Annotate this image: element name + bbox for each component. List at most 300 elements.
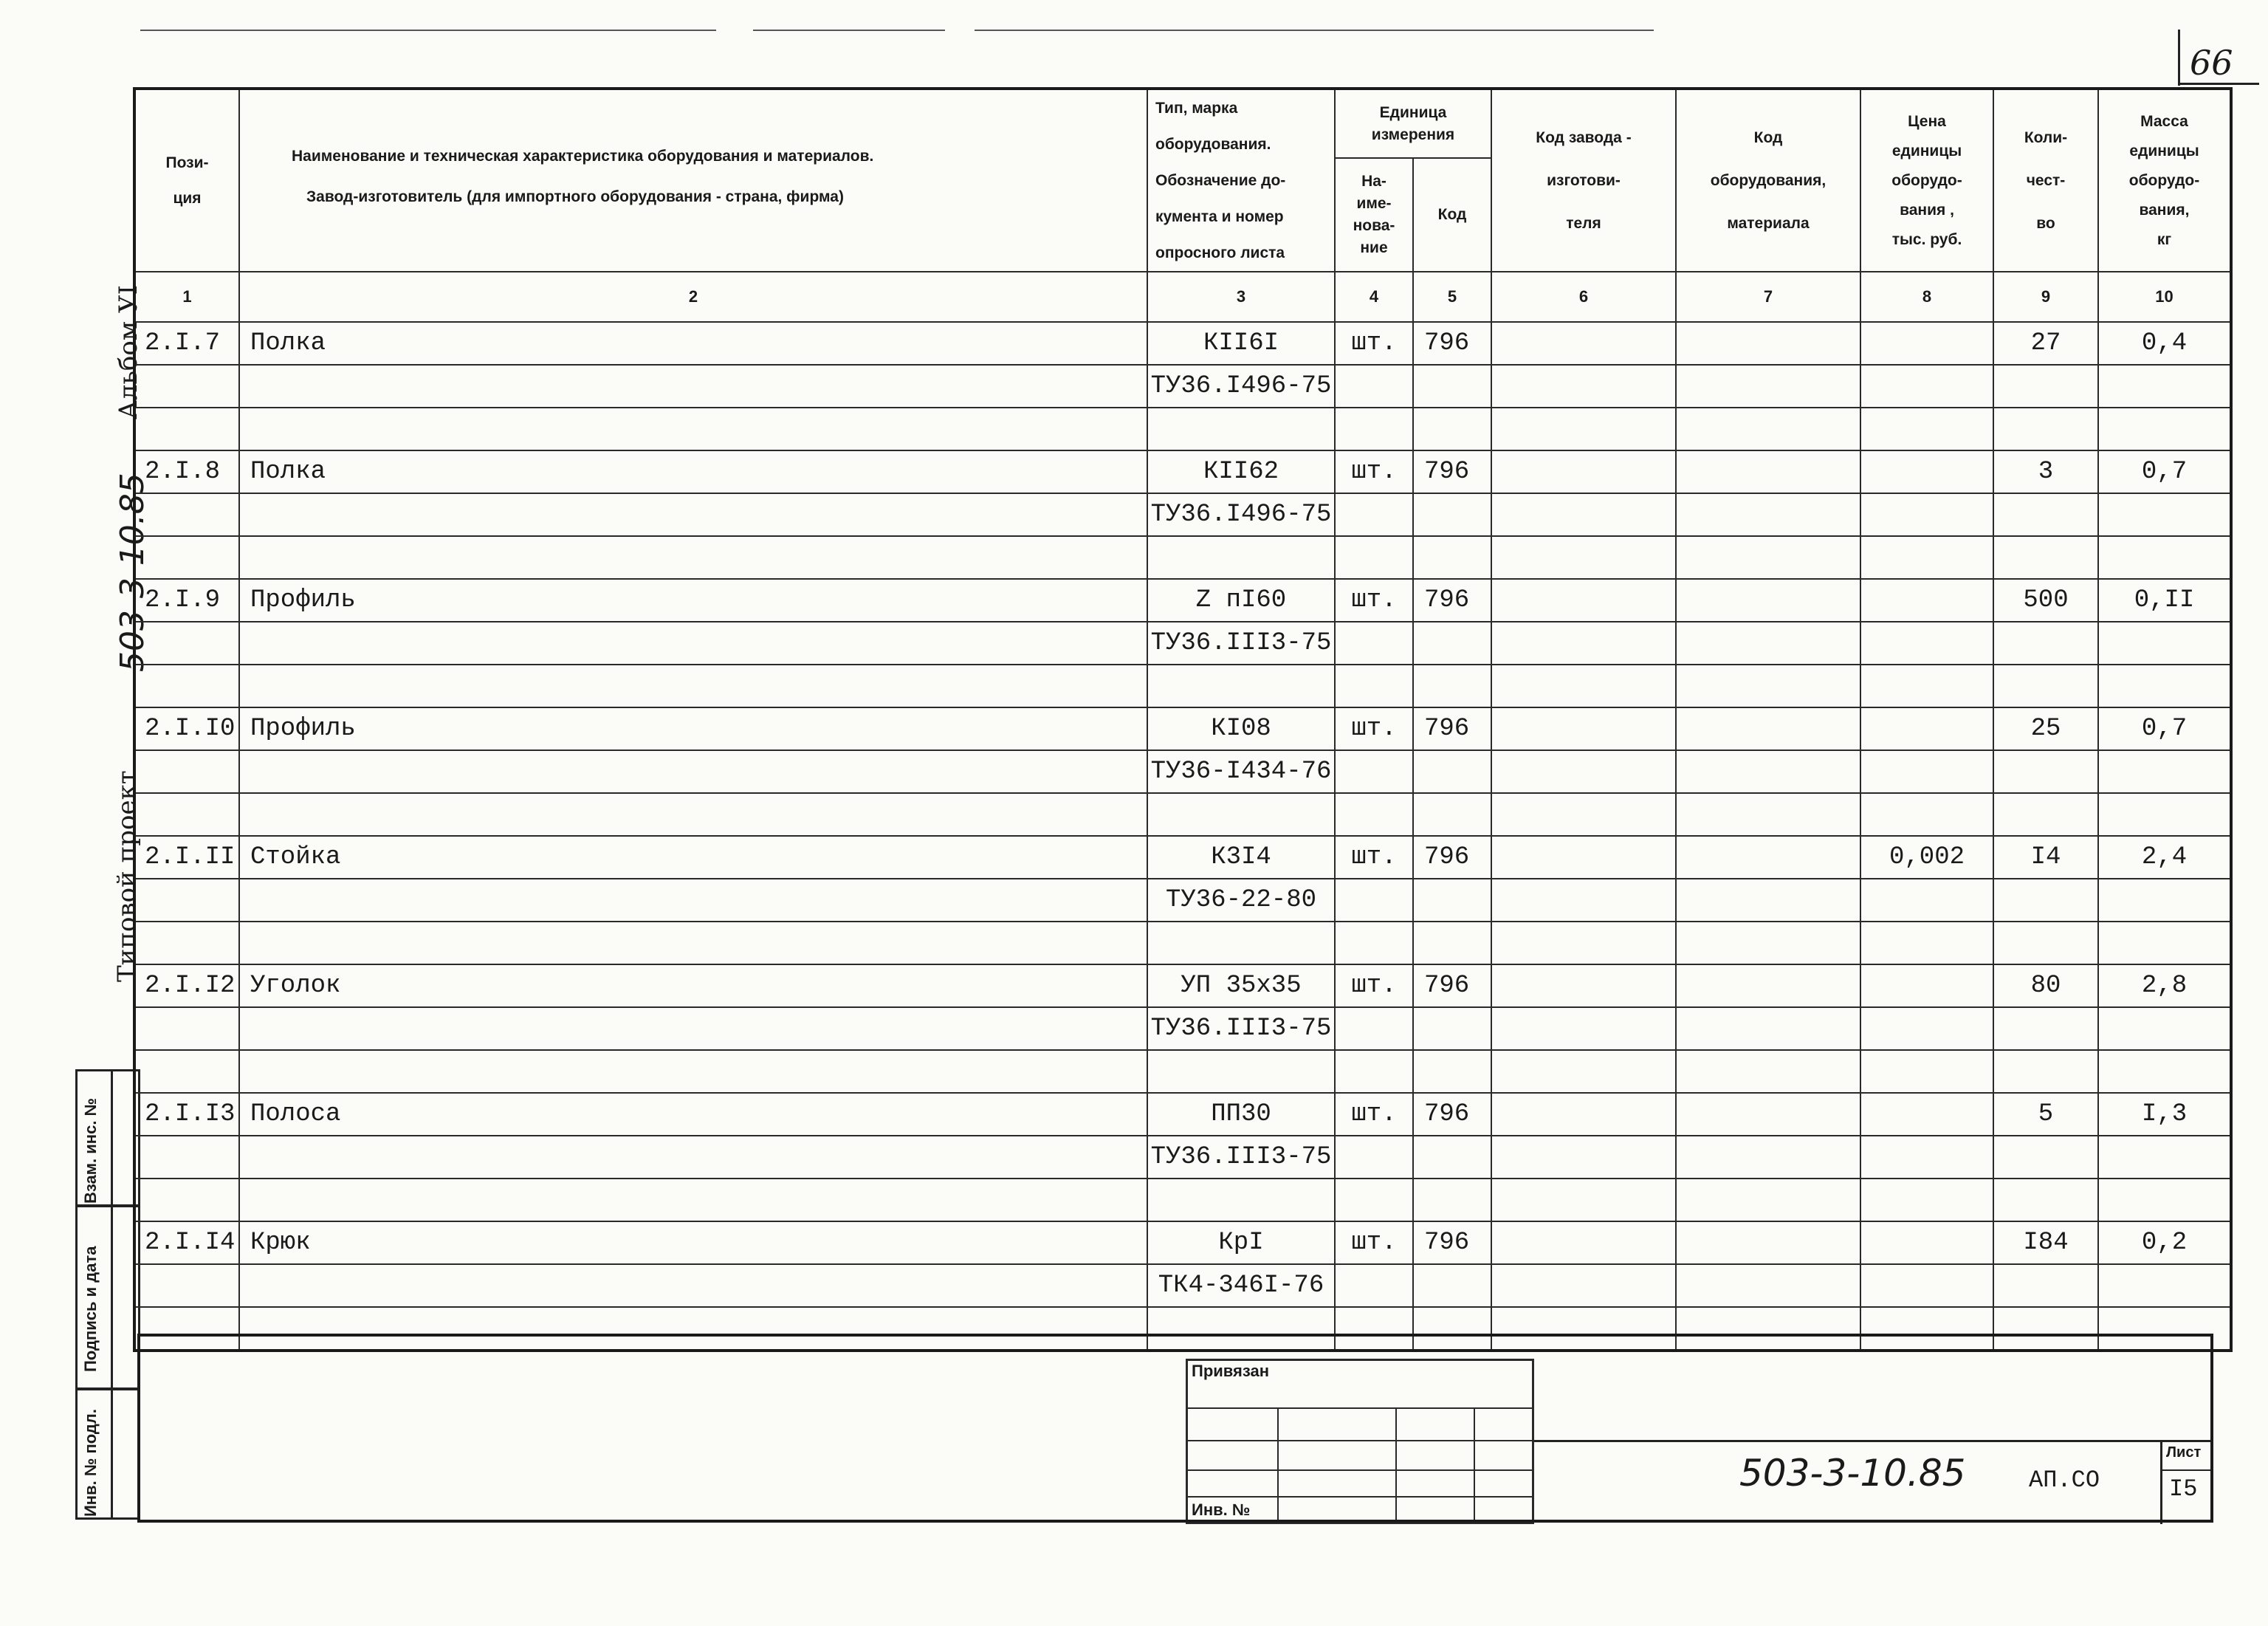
privyazan-label: Привязан	[1192, 1362, 1270, 1380]
empty-cell	[2098, 1007, 2231, 1050]
empty-cell	[1860, 493, 1993, 536]
empty-cell	[1491, 793, 1676, 836]
mass-cell: 2,8	[2098, 964, 2231, 1007]
mark-cell: УП 35х35	[1147, 964, 1335, 1007]
table-row	[134, 493, 2231, 536]
name-cell: Полоса	[239, 1093, 1147, 1136]
empty-cell	[1491, 365, 1676, 408]
empty-cell	[1413, 750, 1491, 793]
frame-line	[2210, 1334, 2213, 1523]
inv-no-label: Инв. №	[1192, 1500, 1251, 1519]
empty-cell	[1413, 1264, 1491, 1307]
side-stamp-divider	[111, 1069, 113, 1520]
empty-cell	[1993, 1007, 2098, 1050]
empty-cell	[1335, 1264, 1413, 1307]
document-code: 503-3-10.85	[1739, 1452, 1966, 1495]
empty-cell	[134, 665, 239, 707]
price-cell	[1860, 579, 1993, 622]
name-cell	[239, 1136, 1147, 1179]
header-position: Пози- ция	[134, 89, 239, 272]
factory-code-cell	[1491, 322, 1676, 365]
table-row	[134, 1264, 2231, 1307]
position-cell: 2.I.9	[134, 579, 239, 622]
empty-cell	[1676, 879, 1860, 922]
empty-cell	[1993, 1307, 2098, 1351]
privyazan-block	[1186, 1359, 1534, 1524]
empty-cell	[1335, 1179, 1413, 1221]
document-cell: ТК4-346I-76	[1147, 1264, 1335, 1307]
position-cell: 2.I.I4	[134, 1221, 239, 1264]
equipment-code-cell	[1676, 1093, 1860, 1136]
empty-cell	[2098, 408, 2231, 450]
column-number: 4	[1335, 272, 1413, 322]
empty-cell	[1676, 1307, 1860, 1351]
quantity-cell: 25	[1993, 707, 2098, 750]
document-mark: АП.СО	[2029, 1467, 2100, 1494]
empty-cell	[1147, 1179, 1335, 1221]
factory-code-cell	[1491, 1093, 1676, 1136]
empty-cell	[1147, 408, 1335, 450]
document-cell: ТУ36.III3-75	[1147, 622, 1335, 665]
empty-cell	[1676, 922, 1860, 964]
empty-cell	[1676, 493, 1860, 536]
empty-cell	[1491, 1136, 1676, 1179]
name-cell: Полка	[239, 450, 1147, 493]
position-cell: 2.I.8	[134, 450, 239, 493]
factory-code-cell	[1491, 707, 1676, 750]
mass-cell: 0,II	[2098, 579, 2231, 622]
empty-cell	[1413, 1007, 1491, 1050]
mark-cell: КI08	[1147, 707, 1335, 750]
equipment-code-cell	[1676, 707, 1860, 750]
empty-cell	[134, 1050, 239, 1093]
mass-cell: 0,7	[2098, 450, 2231, 493]
factory-code-cell	[1491, 450, 1676, 493]
empty-cell	[1491, 922, 1676, 964]
empty-cell	[134, 408, 239, 450]
table-row	[134, 408, 2231, 450]
empty-cell	[1413, 1179, 1491, 1221]
name-cell: Стойка	[239, 836, 1147, 879]
spec-table	[133, 87, 2233, 1352]
empty-cell	[1335, 622, 1413, 665]
empty-cell	[1491, 1050, 1676, 1093]
document-cell: ТУ36.I496-75	[1147, 493, 1335, 536]
empty-cell	[1147, 1307, 1335, 1351]
table-row	[134, 750, 2231, 793]
name-cell	[239, 493, 1147, 536]
empty-cell	[1335, 1307, 1413, 1351]
empty-cell	[1993, 750, 2098, 793]
column-number: 1	[134, 272, 239, 322]
code-cell: 796	[1413, 450, 1491, 493]
name-cell	[239, 365, 1147, 408]
header-unit-group: Единица измерения	[1335, 89, 1491, 158]
frame-line	[140, 1520, 2213, 1523]
empty-cell	[1676, 536, 1860, 579]
code-cell: 796	[1413, 836, 1491, 879]
document-cell: ТУ36.III3-75	[1147, 1136, 1335, 1179]
title-rule	[2160, 1440, 2162, 1524]
empty-cell	[1335, 793, 1413, 836]
privyazan-rule	[1186, 1440, 1534, 1441]
mark-cell: Z пI60	[1147, 579, 1335, 622]
quantity-cell: 5	[1993, 1093, 2098, 1136]
empty-cell	[1413, 665, 1491, 707]
mass-cell: 0,2	[2098, 1221, 2231, 1264]
position-cell: 2.I.I3	[134, 1093, 239, 1136]
empty-cell	[1676, 793, 1860, 836]
empty-cell	[1335, 879, 1413, 922]
mark-cell: ПП30	[1147, 1093, 1335, 1136]
top-rule	[975, 30, 1654, 31]
empty-cell	[134, 536, 239, 579]
empty-cell	[1676, 1050, 1860, 1093]
empty-cell	[1993, 493, 2098, 536]
project-code-vertical: 503-3-10.85	[114, 473, 151, 672]
empty-cell	[239, 665, 1147, 707]
empty-cell	[2098, 750, 2231, 793]
factory-code-cell	[1491, 964, 1676, 1007]
empty-cell	[1993, 622, 2098, 665]
unit-cell: шт.	[1335, 322, 1413, 365]
album-label: Альбом УI	[114, 284, 143, 419]
mark-cell: КрI	[1147, 1221, 1335, 1264]
empty-cell	[1335, 408, 1413, 450]
empty-cell	[134, 922, 239, 964]
empty-cell	[1147, 1050, 1335, 1093]
price-cell	[1860, 964, 1993, 1007]
factory-code-cell	[1491, 836, 1676, 879]
column-number: 9	[1993, 272, 2098, 322]
empty-cell	[1993, 665, 2098, 707]
empty-cell	[1993, 365, 2098, 408]
mass-cell: I,3	[2098, 1093, 2231, 1136]
empty-cell	[1993, 879, 2098, 922]
price-cell	[1860, 322, 1993, 365]
privyazan-rule	[1186, 1496, 1534, 1498]
name-cell	[239, 750, 1147, 793]
quantity-cell: 3	[1993, 450, 2098, 493]
empty-cell	[1413, 1050, 1491, 1093]
empty-cell	[1860, 1264, 1993, 1307]
empty-cell	[1413, 793, 1491, 836]
empty-cell	[239, 408, 1147, 450]
empty-cell	[1676, 665, 1860, 707]
table-row	[134, 536, 2231, 579]
empty-cell	[1335, 1136, 1413, 1179]
empty-cell	[1413, 493, 1491, 536]
price-cell: 0,002	[1860, 836, 1993, 879]
empty-cell	[239, 922, 1147, 964]
empty-cell	[239, 536, 1147, 579]
empty-cell	[2098, 365, 2231, 408]
empty-cell	[1676, 365, 1860, 408]
position-cell: 2.I.II	[134, 836, 239, 879]
empty-cell	[2098, 1264, 2231, 1307]
equipment-code-cell	[1676, 579, 1860, 622]
document-cell: ТУ36.III3-75	[1147, 1007, 1335, 1050]
quantity-cell: I4	[1993, 836, 2098, 879]
table-row	[134, 836, 2231, 879]
header-equipment-code: Код оборудования, материала	[1676, 89, 1860, 272]
column-number: 6	[1491, 272, 1676, 322]
privyazan-rule	[1474, 1407, 1475, 1524]
privyazan-rule	[1186, 1407, 1534, 1409]
empty-cell	[1676, 1264, 1860, 1307]
empty-cell	[1335, 493, 1413, 536]
header-unit-name: На- име- нова- ние	[1335, 158, 1413, 272]
sheet-number: I5	[2169, 1475, 2198, 1503]
code-cell: 796	[1413, 579, 1491, 622]
quantity-cell: I84	[1993, 1221, 2098, 1264]
empty-cell	[2098, 622, 2231, 665]
table-row	[134, 579, 2231, 622]
name-cell	[239, 1264, 1147, 1307]
price-cell	[1860, 1093, 1993, 1136]
empty-cell	[1491, 408, 1676, 450]
inv-label: Инв. № подл.	[81, 1409, 100, 1517]
empty-cell	[2098, 1050, 2231, 1093]
unit-cell: шт.	[1335, 836, 1413, 879]
header-quantity: Коли- чест- во	[1993, 89, 2098, 272]
empty-cell	[134, 1179, 239, 1221]
empty-cell	[1413, 922, 1491, 964]
price-cell	[1860, 450, 1993, 493]
column-number: 8	[1860, 272, 1993, 322]
empty-cell	[1413, 365, 1491, 408]
header-unit-code: Код	[1413, 158, 1491, 272]
mark-cell: КII6I	[1147, 322, 1335, 365]
name-cell: Профиль	[239, 579, 1147, 622]
empty-cell	[1860, 665, 1993, 707]
empty-cell	[1491, 879, 1676, 922]
vzam-label: Взам. инс. №	[81, 1097, 100, 1204]
empty-cell	[1335, 1007, 1413, 1050]
empty-cell	[2098, 879, 2231, 922]
equipment-code-cell	[1676, 322, 1860, 365]
position-cell	[134, 1007, 239, 1050]
equipment-code-cell	[1676, 964, 1860, 1007]
empty-cell	[1335, 750, 1413, 793]
podpis-label: Подпись и дата	[81, 1246, 100, 1372]
empty-cell	[1491, 1307, 1676, 1351]
table-row	[134, 322, 2231, 365]
empty-cell	[1993, 922, 2098, 964]
empty-cell	[1491, 536, 1676, 579]
empty-cell	[1860, 750, 1993, 793]
top-rule	[753, 30, 945, 31]
mass-cell: 2,4	[2098, 836, 2231, 879]
empty-cell	[1147, 922, 1335, 964]
title-rule	[2160, 1469, 2213, 1471]
name-cell	[239, 622, 1147, 665]
mass-cell: 0,7	[2098, 707, 2231, 750]
header-mass: Масса единицы оборудо- вания, кг	[2098, 89, 2231, 272]
empty-cell	[1676, 1007, 1860, 1050]
empty-cell	[239, 793, 1147, 836]
unit-cell: шт.	[1335, 707, 1413, 750]
code-cell: 796	[1413, 964, 1491, 1007]
position-cell	[134, 1136, 239, 1179]
empty-cell	[1860, 1050, 1993, 1093]
empty-cell	[2098, 665, 2231, 707]
mass-cell: 0,4	[2098, 322, 2231, 365]
table-row	[134, 1221, 2231, 1264]
frame-line	[137, 1334, 140, 1523]
empty-cell	[1413, 879, 1491, 922]
quantity-cell: 80	[1993, 964, 2098, 1007]
mark-cell: КII62	[1147, 450, 1335, 493]
empty-cell	[2098, 1136, 2231, 1179]
empty-cell	[1993, 793, 2098, 836]
document-cell: ТУ36-I434-76	[1147, 750, 1335, 793]
table-row	[134, 707, 2231, 750]
title-rule	[1534, 1440, 2213, 1442]
code-cell: 796	[1413, 707, 1491, 750]
empty-cell	[2098, 536, 2231, 579]
code-cell: 796	[1413, 1093, 1491, 1136]
empty-cell	[1147, 793, 1335, 836]
unit-cell: шт.	[1335, 1093, 1413, 1136]
empty-cell	[1491, 665, 1676, 707]
unit-cell: шт.	[1335, 579, 1413, 622]
sheet-label: Лист	[2166, 1444, 2202, 1461]
table-row	[134, 1179, 2231, 1221]
empty-cell	[2098, 493, 2231, 536]
position-cell: 2.I.I0	[134, 707, 239, 750]
sheet-number-frame	[2178, 30, 2180, 86]
table-row	[134, 1007, 2231, 1050]
column-number: 2	[239, 272, 1147, 322]
frame-line	[140, 1334, 2213, 1337]
empty-cell	[1860, 793, 1993, 836]
empty-cell	[1491, 1264, 1676, 1307]
column-number: 3	[1147, 272, 1335, 322]
empty-cell	[1491, 493, 1676, 536]
position-cell	[134, 879, 239, 922]
empty-cell	[1335, 665, 1413, 707]
sheet-number-frame	[2178, 83, 2259, 85]
name-cell: Крюк	[239, 1221, 1147, 1264]
privyazan-rule	[1395, 1407, 1397, 1524]
empty-cell	[1676, 1136, 1860, 1179]
column-number: 5	[1413, 272, 1491, 322]
empty-cell	[1860, 1179, 1993, 1221]
document-cell: ТУ36-22-80	[1147, 879, 1335, 922]
empty-cell	[1860, 1007, 1993, 1050]
empty-cell	[1860, 922, 1993, 964]
empty-cell	[2098, 922, 2231, 964]
empty-cell	[134, 1307, 239, 1351]
quantity-cell: 27	[1993, 322, 2098, 365]
name-cell: Профиль	[239, 707, 1147, 750]
table-row	[134, 793, 2231, 836]
table-row	[134, 879, 2231, 922]
empty-cell	[1860, 1307, 1993, 1351]
header-type-mark: Тип, марка оборудования. Обозначение до- кумента и номер опросного листа	[1147, 89, 1335, 272]
code-cell: 796	[1413, 322, 1491, 365]
privyazan-rule	[1186, 1469, 1534, 1471]
position-cell	[134, 622, 239, 665]
equipment-code-cell	[1676, 450, 1860, 493]
empty-cell	[1676, 1179, 1860, 1221]
empty-cell	[1676, 408, 1860, 450]
empty-cell	[1860, 536, 1993, 579]
table-row	[134, 1050, 2231, 1093]
empty-cell	[1335, 922, 1413, 964]
empty-cell	[1335, 1050, 1413, 1093]
table-row	[134, 964, 2231, 1007]
header-price: Цена единицы оборудо- вания , тыс. руб.	[1860, 89, 1993, 272]
empty-cell	[1993, 536, 2098, 579]
page-number: 66	[2190, 43, 2233, 83]
factory-code-cell	[1491, 579, 1676, 622]
mark-cell: К3I4	[1147, 836, 1335, 879]
empty-cell	[1491, 622, 1676, 665]
empty-cell	[2098, 1179, 2231, 1221]
empty-cell	[1147, 536, 1335, 579]
empty-cell	[1413, 408, 1491, 450]
unit-cell: шт.	[1335, 1221, 1413, 1264]
empty-cell	[1335, 365, 1413, 408]
unit-cell: шт.	[1335, 450, 1413, 493]
empty-cell	[2098, 793, 2231, 836]
table-row	[134, 450, 2231, 493]
empty-cell	[1993, 1264, 2098, 1307]
table-row	[134, 922, 2231, 964]
name-cell	[239, 1007, 1147, 1050]
unit-cell: шт.	[1335, 964, 1413, 1007]
privyazan-rule	[1277, 1407, 1279, 1524]
empty-cell	[1413, 1136, 1491, 1179]
empty-cell	[239, 1307, 1147, 1351]
empty-cell	[1676, 750, 1860, 793]
position-cell: 2.I.I2	[134, 964, 239, 1007]
column-number-row	[134, 272, 2231, 322]
header-name: Наименование и техническая характеристика оборудования и материалов. Завод-изготовитель (для импортного оборудования - страна, фирма)	[239, 89, 1147, 272]
empty-cell	[1147, 665, 1335, 707]
position-cell: 2.I.7	[134, 322, 239, 365]
empty-cell	[1491, 1179, 1676, 1221]
empty-cell	[239, 1179, 1147, 1221]
column-number: 10	[2098, 272, 2231, 322]
position-cell	[134, 493, 239, 536]
table-row	[134, 1136, 2231, 1179]
name-cell: Полка	[239, 322, 1147, 365]
empty-cell	[1491, 750, 1676, 793]
empty-cell	[1860, 622, 1993, 665]
price-cell	[1860, 1221, 1993, 1264]
empty-cell	[1860, 1136, 1993, 1179]
factory-code-cell	[1491, 1221, 1676, 1264]
empty-cell	[1491, 1007, 1676, 1050]
equipment-code-cell	[1676, 1221, 1860, 1264]
table-row	[134, 1093, 2231, 1136]
position-cell	[134, 1264, 239, 1307]
empty-cell	[1993, 1136, 2098, 1179]
position-cell	[134, 365, 239, 408]
price-cell	[1860, 707, 1993, 750]
empty-cell	[1993, 1050, 2098, 1093]
project-type-label: Типовой проект	[112, 770, 142, 982]
table-row	[134, 365, 2231, 408]
empty-cell	[1413, 1307, 1491, 1351]
empty-cell	[1676, 622, 1860, 665]
empty-cell	[134, 793, 239, 836]
empty-cell	[1335, 536, 1413, 579]
code-cell: 796	[1413, 1221, 1491, 1264]
